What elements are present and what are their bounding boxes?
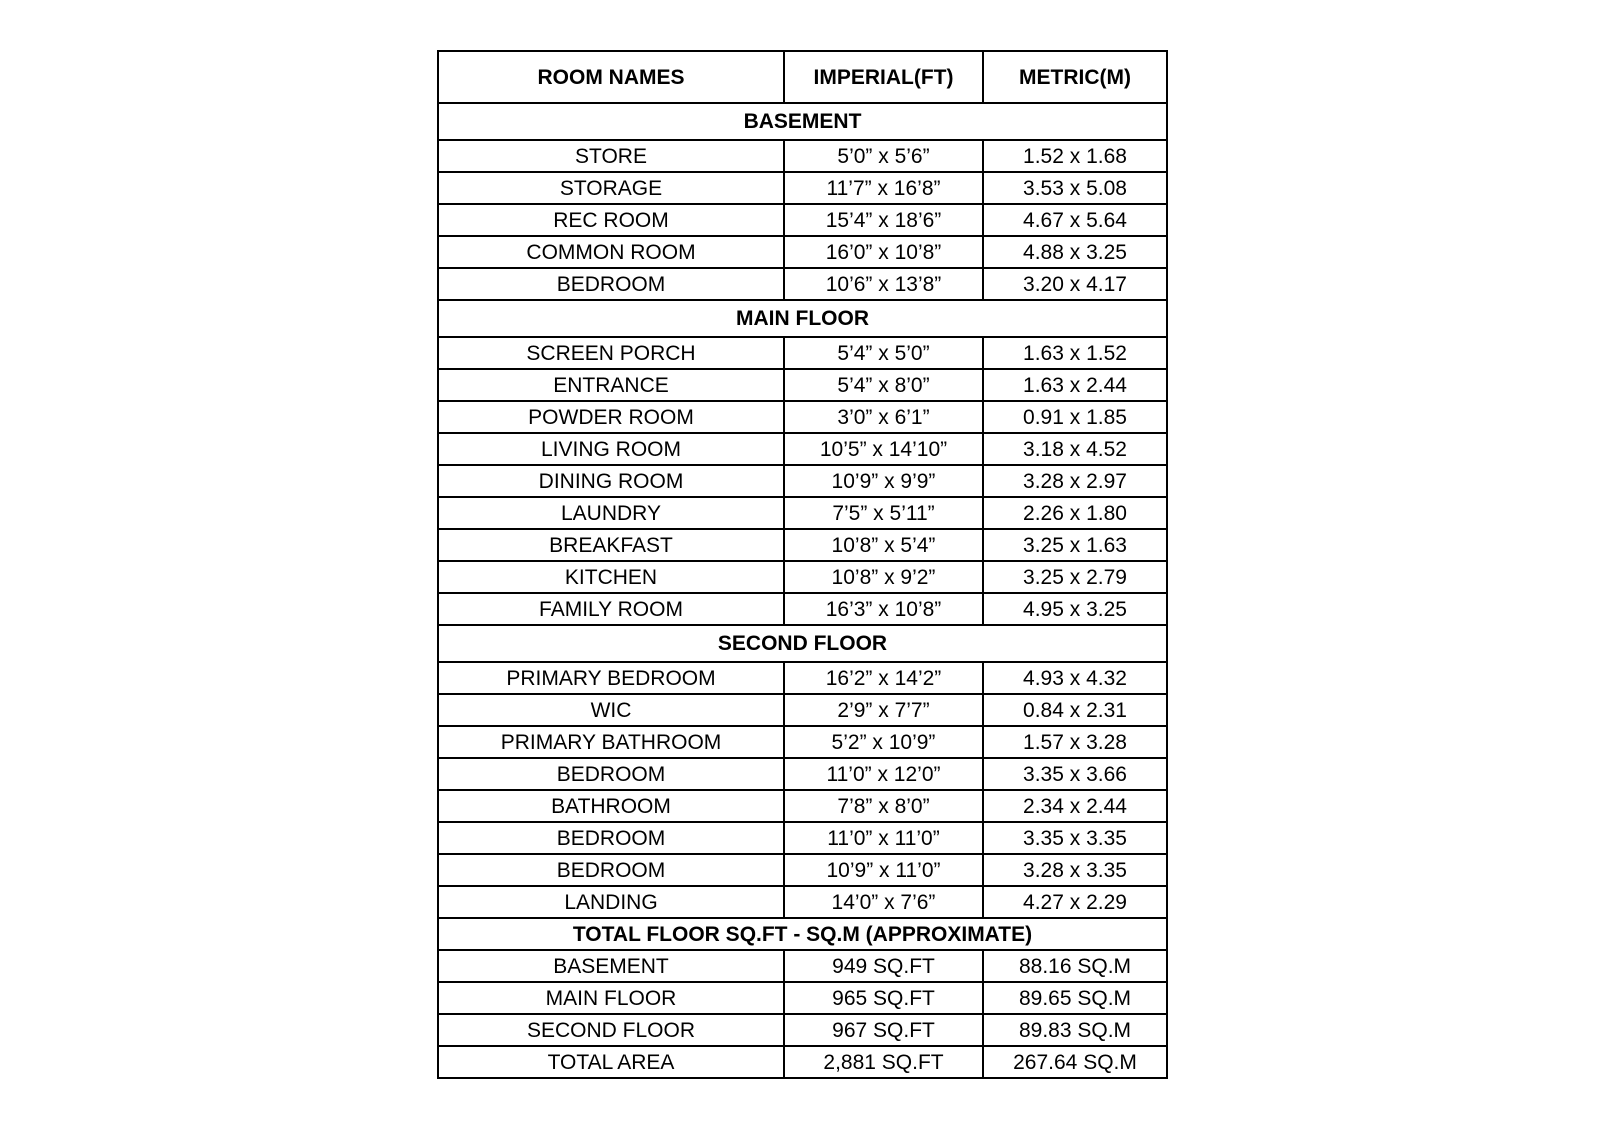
metric-dimension: 4.67 x 5.64 — [983, 204, 1167, 236]
metric-dimension: 2.26 x 1.80 — [983, 497, 1167, 529]
metric-dimension: 3.25 x 2.79 — [983, 561, 1167, 593]
imperial-dimension: 10’6” x 13’8” — [784, 268, 983, 300]
table-row — [438, 369, 1167, 401]
metric-dimension: 1.52 x 1.68 — [983, 140, 1167, 172]
room-name: SCREEN PORCH — [438, 337, 784, 369]
room-name: BEDROOM — [438, 854, 784, 886]
room-name: PRIMARY BATHROOM — [438, 726, 784, 758]
metric-dimension: 89.83 SQ.M — [983, 1014, 1167, 1046]
room-dimensions-body — [438, 51, 1167, 1078]
metric-dimension: 0.91 x 1.85 — [983, 401, 1167, 433]
header-imperial: IMPERIAL(FT) — [784, 51, 983, 103]
table-row — [438, 561, 1167, 593]
table-row — [438, 268, 1167, 300]
imperial-dimension: 967 SQ.FT — [784, 1014, 983, 1046]
imperial-dimension: 14’0” x 7’6” — [784, 886, 983, 918]
room-name: DINING ROOM — [438, 465, 784, 497]
table-row — [438, 204, 1167, 236]
section-header-row — [438, 300, 1167, 337]
imperial-dimension: 7’8” x 8’0” — [784, 790, 983, 822]
metric-dimension: 267.64 SQ.M — [983, 1046, 1167, 1078]
room-name: PRIMARY BEDROOM — [438, 662, 784, 694]
metric-dimension: 2.34 x 2.44 — [983, 790, 1167, 822]
imperial-dimension: 7’5” x 5’11” — [784, 497, 983, 529]
room-name: FAMILY ROOM — [438, 593, 784, 625]
section-header-row — [438, 103, 1167, 140]
table-row — [438, 1046, 1167, 1078]
table-row — [438, 886, 1167, 918]
table-row — [438, 950, 1167, 982]
table-row — [438, 529, 1167, 561]
metric-dimension: 88.16 SQ.M — [983, 950, 1167, 982]
table-row — [438, 822, 1167, 854]
room-name: SECOND FLOOR — [438, 1014, 784, 1046]
imperial-dimension: 2’9” x 7’7” — [784, 694, 983, 726]
metric-dimension: 3.25 x 1.63 — [983, 529, 1167, 561]
imperial-dimension: 16’0” x 10’8” — [784, 236, 983, 268]
imperial-dimension: 15’4” x 18’6” — [784, 204, 983, 236]
metric-dimension: 1.57 x 3.28 — [983, 726, 1167, 758]
header-row — [438, 51, 1167, 103]
room-name: COMMON ROOM — [438, 236, 784, 268]
room-name: REC ROOM — [438, 204, 784, 236]
imperial-dimension: 949 SQ.FT — [784, 950, 983, 982]
table-row — [438, 854, 1167, 886]
imperial-dimension: 5’4” x 8’0” — [784, 369, 983, 401]
table-row — [438, 172, 1167, 204]
section-title: BASEMENT — [438, 103, 1167, 140]
metric-dimension: 3.35 x 3.66 — [983, 758, 1167, 790]
table-row — [438, 790, 1167, 822]
imperial-dimension: 10’8” x 9’2” — [784, 561, 983, 593]
table-row — [438, 694, 1167, 726]
metric-dimension: 4.27 x 2.29 — [983, 886, 1167, 918]
room-name: LAUNDRY — [438, 497, 784, 529]
room-name: WIC — [438, 694, 784, 726]
metric-dimension: 1.63 x 1.52 — [983, 337, 1167, 369]
table-row — [438, 140, 1167, 172]
imperial-dimension: 965 SQ.FT — [784, 982, 983, 1014]
metric-dimension: 4.95 x 3.25 — [983, 593, 1167, 625]
table-row — [438, 433, 1167, 465]
room-name: BEDROOM — [438, 758, 784, 790]
table-row — [438, 593, 1167, 625]
table-row — [438, 337, 1167, 369]
imperial-dimension: 10’9” x 9’9” — [784, 465, 983, 497]
room-name: MAIN FLOOR — [438, 982, 784, 1014]
section-title: SECOND FLOOR — [438, 625, 1167, 662]
imperial-dimension: 11’0” x 12’0” — [784, 758, 983, 790]
table-row — [438, 662, 1167, 694]
imperial-dimension: 16’2” x 14’2” — [784, 662, 983, 694]
room-name: BATHROOM — [438, 790, 784, 822]
room-name: BEDROOM — [438, 822, 784, 854]
metric-dimension: 3.53 x 5.08 — [983, 172, 1167, 204]
metric-dimension: 1.63 x 2.44 — [983, 369, 1167, 401]
metric-dimension: 3.28 x 3.35 — [983, 854, 1167, 886]
metric-dimension: 3.35 x 3.35 — [983, 822, 1167, 854]
metric-dimension: 4.93 x 4.32 — [983, 662, 1167, 694]
section-title: MAIN FLOOR — [438, 300, 1167, 337]
imperial-dimension: 5’2” x 10’9” — [784, 726, 983, 758]
metric-dimension: 4.88 x 3.25 — [983, 236, 1167, 268]
header-room-names: ROOM NAMES — [438, 51, 784, 103]
room-name: ENTRANCE — [438, 369, 784, 401]
table-row — [438, 401, 1167, 433]
metric-dimension: 3.20 x 4.17 — [983, 268, 1167, 300]
metric-dimension: 3.18 x 4.52 — [983, 433, 1167, 465]
metric-dimension: 89.65 SQ.M — [983, 982, 1167, 1014]
imperial-dimension: 16’3” x 10’8” — [784, 593, 983, 625]
table-row — [438, 465, 1167, 497]
room-dimensions-table — [437, 50, 1168, 1079]
imperial-dimension: 10’9” x 11’0” — [784, 854, 983, 886]
table-row — [438, 726, 1167, 758]
room-name: BEDROOM — [438, 268, 784, 300]
imperial-dimension: 3’0” x 6’1” — [784, 401, 983, 433]
imperial-dimension: 10’5” x 14’10” — [784, 433, 983, 465]
table-row — [438, 236, 1167, 268]
imperial-dimension: 5’0” x 5’6” — [784, 140, 983, 172]
room-name: STORAGE — [438, 172, 784, 204]
room-name: BASEMENT — [438, 950, 784, 982]
room-name: LANDING — [438, 886, 784, 918]
room-name: LIVING ROOM — [438, 433, 784, 465]
section-title: TOTAL FLOOR SQ.FT - SQ.M (APPROXIMATE) — [438, 918, 1167, 950]
imperial-dimension: 10’8” x 5’4” — [784, 529, 983, 561]
table-row — [438, 497, 1167, 529]
section-header-row — [438, 625, 1167, 662]
room-name: POWDER ROOM — [438, 401, 784, 433]
header-metric: METRIC(M) — [983, 51, 1167, 103]
room-name: KITCHEN — [438, 561, 784, 593]
imperial-dimension: 5’4” x 5’0” — [784, 337, 983, 369]
room-name: TOTAL AREA — [438, 1046, 784, 1078]
room-name: BREAKFAST — [438, 529, 784, 561]
totals-header-row — [438, 918, 1167, 950]
table-row — [438, 1014, 1167, 1046]
imperial-dimension: 11’0” x 11’0” — [784, 822, 983, 854]
metric-dimension: 0.84 x 2.31 — [983, 694, 1167, 726]
metric-dimension: 3.28 x 2.97 — [983, 465, 1167, 497]
table-row — [438, 758, 1167, 790]
imperial-dimension: 2,881 SQ.FT — [784, 1046, 983, 1078]
room-name: STORE — [438, 140, 784, 172]
imperial-dimension: 11’7” x 16’8” — [784, 172, 983, 204]
table-row — [438, 982, 1167, 1014]
